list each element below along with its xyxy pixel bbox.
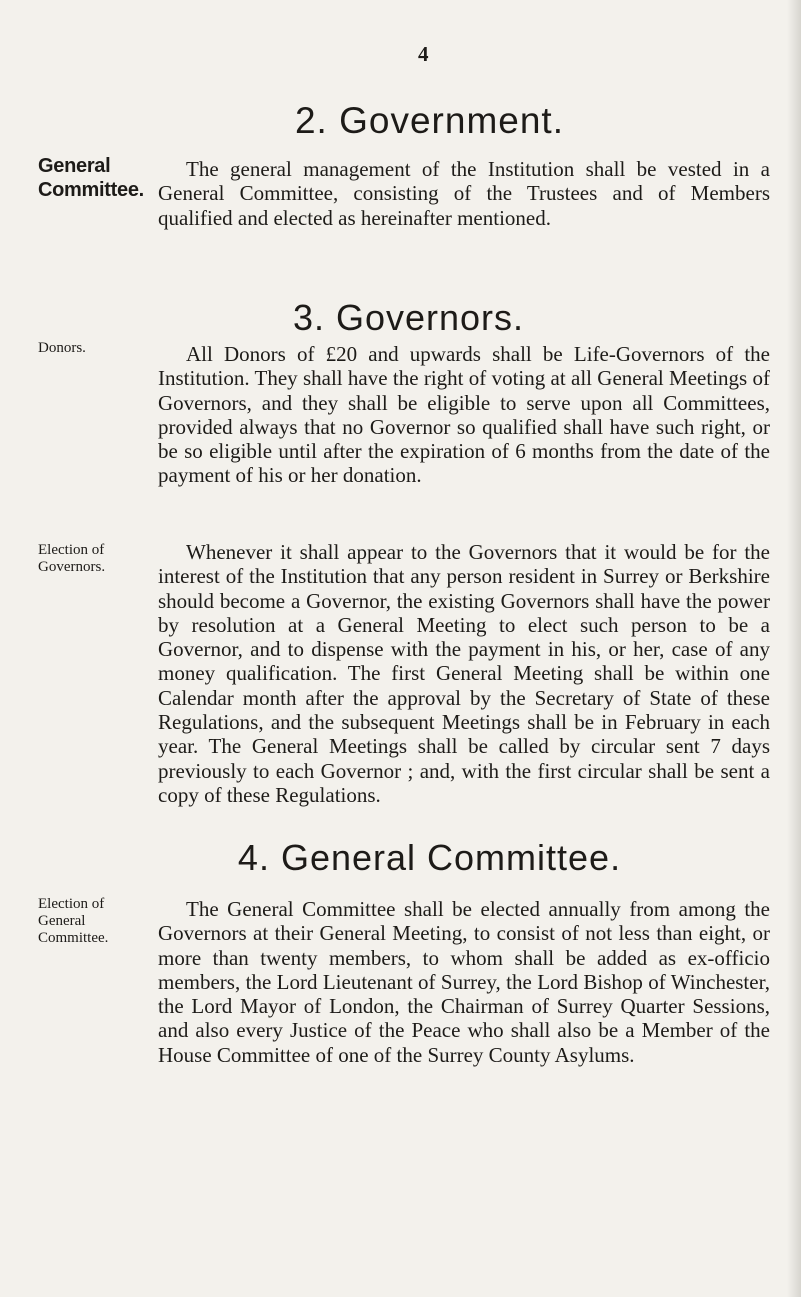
section-heading-governors: 3. Governors. — [292, 297, 525, 338]
margin-note-donors: Donors. — [38, 340, 86, 356]
margin-note-election-of-governors: Election of Governors. — [38, 542, 106, 575]
paragraph-general-committee: The General Committee shall be elected annually from among the Governors at their General Meeting, to consist of not less than eight, or more than twenty members, to whom shall be added as ex-officio members, the Lord Lieutenant of Surrey, the Lord Bishop of Winchester, the Lord Mayor of London, the Chairman of Surrey Quarter Sessions, and also every Justice of the Peace who shall also be a Member of the House Committee of one of the Surrey County Asylums. — [158, 897, 770, 1067]
paragraph-donors: All Donors of £20 and upwards shall be Life-Governors of the Institution. They shall have the right of voting at all General Meetings of Governors, and they shall be eligible to serve upon all Committees, provided always that no Governor so qualified shall have such right, or be so eligible until after the expiration of 6 months from the date of the payment of his or her donation. — [158, 342, 770, 488]
page-edge-shadow — [787, 0, 801, 1297]
margin-note-election-of-general-committee: Election of General Committee. — [38, 896, 109, 946]
margin-note-general-committee: General Committee. — [38, 155, 144, 201]
section-heading-general-committee: 4. General Committee. — [237, 837, 622, 878]
section-heading-government: 2. Government. — [294, 100, 564, 141]
page-number: 4 — [418, 42, 429, 66]
paragraph-government: The general management of the Institution shall be vested in a General Committee, consisting of the Trustees and of Members qualified and elected as hereinafter mentioned. — [158, 157, 770, 230]
paragraph-election-of-governors: Whenever it shall appear to the Governors that it would be for the interest of the Institution that any person resident in Surrey or Berkshire should become a Governor, the existing Governors shall have the power by resolution at a General Meeting to elect such person to be a Governor, and to dispense with the payment in his, or her, case of any money qualification. The first General Meeting shall be within one Calendar month after the approval by the Secretary of State of these Regulations, and the subsequent Meetings shall be in February in each year. The General Meetings shall be called by circular sent 7 days previously to each Governor ; and, with the first circular shall be sent a copy of these Regulations. — [158, 540, 770, 807]
